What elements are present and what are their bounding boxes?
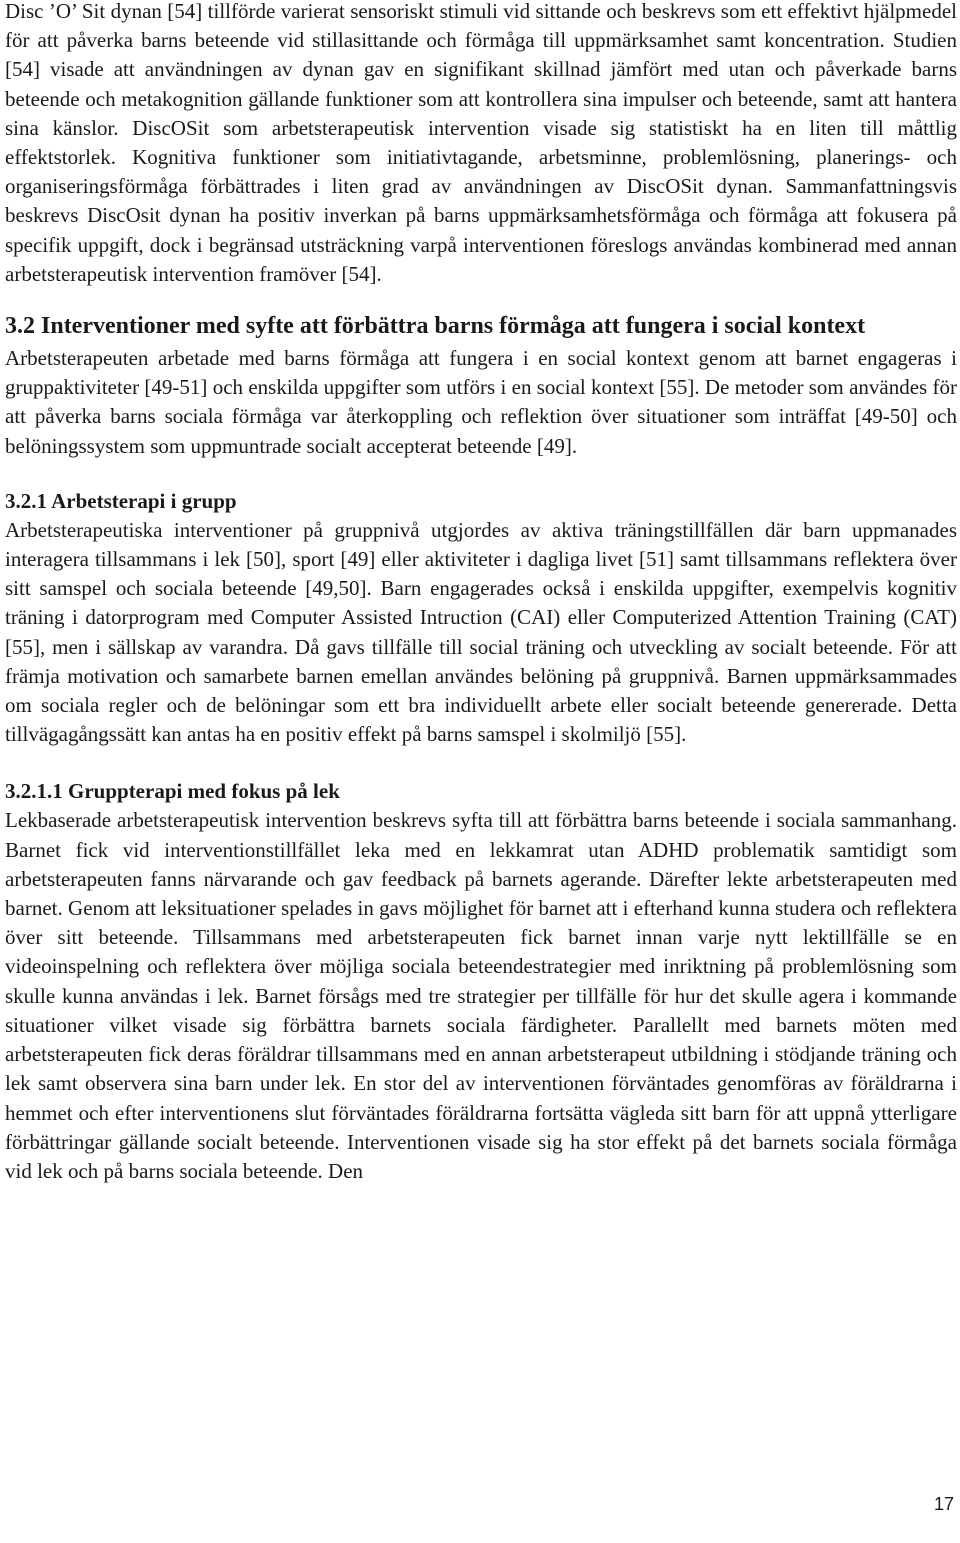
body-paragraph-group-therapy: Arbetsterapeutiska interventioner på gruppnivå utgjordes av aktiva träningstillfällen där barn uppmanades interagera tillsammans i lek [50], sport [49] eller aktiviteter i dagliga livet [51] samt tillsammans reflektera över sitt samspel och sociala beteende [49,50]. Barn engagerades också i enskilda uppgifter, exempelvis kognitiv träning i datorprogram med Computer Assisted Intruction (CAI) eller Computerized Attention Training (CAT) [55], men i sällskap av varandra. Då gavs tillfälle till social träning och utveckling av socialt beteende. För att främja motivation och samarbete barnen emellan användes belöning på gruppnivå. Barnen uppmärksammades om sociala regler och de belöningar som ett bra individuellt arbete eller socialt beteende genererade. Detta tillvägagångssätt kan antas ha en positiv effekt på barns samspel i skolmiljö [55]. (5, 517, 957, 747)
page-number: 17 (933, 1494, 954, 1514)
body-paragraph-discosit: Disc ’O’ Sit dynan [54] tillförde varierat sensoriskt stimuli vid sittande och beskrevs som ett effektivt hjälpmedel för att påverka barns beteende vid stillasittande och förmåga till uppmärksamhet samt koncentration. Studien [54] visade att användningen av dynan gav en signifikant skillnad jämfört med utan och påverkade barns beteende och metakognition gällande funktioner som att kontrollera sina impulser och beteende, samt att hantera sina känslor. DiscOSit som arbetsterapeutisk intervention visade sig statistiskt ha en liten till måttlig effektstorlek. Kognitiva funktioner som initiativtagande, arbetsminne, problemlösning, planerings- och organiseringsförmåga förbättrades i liten grad av användningen av DiscOSit dynan. Sammanfattningsvis beskrevs DiscOsit dynan ha positiv inverkan på barns uppmärksamhetsförmåga och förmåga att fokusera på specifik uppgift, dock i begränsad utsträckning varpå interventionen föreslogs användas kombinerad med annan arbetsterapeutisk intervention framöver [54]. (5, 0, 957, 286)
body-paragraph-social-context: Arbetsterapeuten arbetade med barns förmåga att fungera i en social kontext genom att barnet engageras i gruppaktiviteter [49-51] och enskilda uppgifter som utförs i en social kontext [55]. De metoder som användes för att påverka barns sociala förmåga var återkoppling och reflektion över situationer som inträffat [49-50] och belöningssystem som uppmuntrade socialt accepterat beteende [49]. (5, 346, 957, 458)
section-heading-3-2-1: 3.2.1 Arbetsterapi i grupp (5, 488, 237, 513)
section-heading-3-2: 3.2 Interventioner med syfte att förbättra barns förmåga att fungera i social kontext (5, 313, 866, 340)
document-page (5, 0, 957, 1186)
section-heading-3-2-1-1: 3.2.1.1 Gruppterapi med fokus på lek (5, 779, 340, 804)
body-paragraph-play-therapy: Lekbaserade arbetsterapeutisk intervention beskrevs syfta till att förbättra barns beteende i sociala sammanhang. Barnet fick vid interventionstillfället leka med en lekkamrat utan ADHD problematik samtidigt som arbetsterapeuten fanns närvarande och gav feedback på barnets agerande. Därefter lekte arbetsterapeuten med barnet. Genom att leksituationer spelades in gavs möjlighet för barnet att i efterhand kunna studera och reflektera över sitt beteende. Tillsammans med arbetsterapeuten fick barnet innan varje nytt lektillfälle se en videoinspelning och reflektera över möjliga sociala beteendestrategier med inriktning på problemlösning som skulle kunna användas i lek. Barnet försågs med tre strategier per tillfälle för hur det skulle agera i kommande situationer vilket visade sig förbättra barnets sociala färdigheter. Parallellt med barnets möten med arbetsterapeuten fick deras föräldrar tillsammans med en annan arbetsterapeut utbildning i stödjande träning och lek samt observera sina barn under lek. En stor del av interventionen förväntades genomföras av föräldrarna i hemmet och efter interventionens slut förväntades föräldrarna fortsätta vägleda sitt barn för att uppnå ytterligare förbättringar gällande socialt beteende. Interventionen visade sig ha stor effekt på det barnets sociala förmåga vid lek och på barns sociala beteende. Den (5, 808, 957, 1183)
